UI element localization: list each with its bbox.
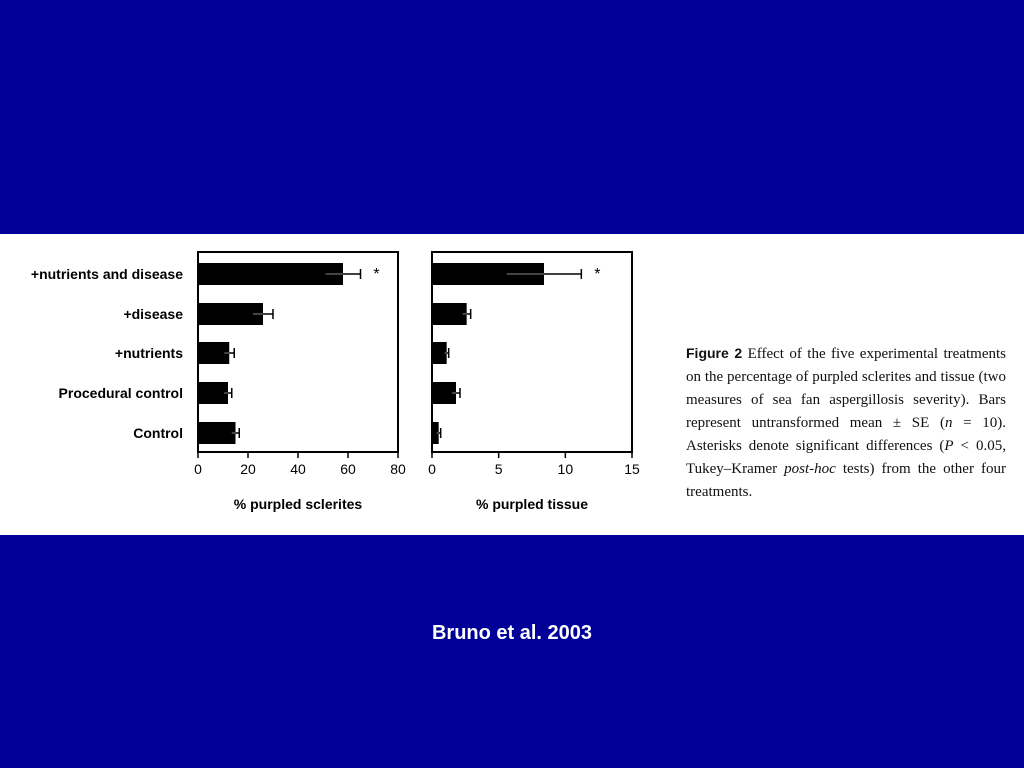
caption-part: = 10). Asterisks denote significant differences ( [686, 415, 1006, 454]
x-axis-title: % purpled tissue [475, 496, 589, 512]
caption-part: < 0.05, Tukey–Kramer [686, 438, 1006, 477]
x-tick-label: 5 [494, 461, 503, 477]
bar [198, 422, 236, 444]
figure-panel [0, 234, 1024, 535]
x-tick-label: 20 [240, 461, 256, 477]
x-tick-label: 80 [390, 461, 406, 477]
x-tick-label: 15 [624, 461, 640, 477]
caption-part: P [944, 438, 954, 454]
category-label: +nutrients and disease [30, 266, 183, 282]
caption-part: post-hoc [784, 461, 836, 477]
x-tick-label: 60 [340, 461, 356, 477]
x-tick-label: 10 [557, 461, 574, 477]
significance-asterisk: * [594, 266, 601, 283]
x-tick-label: 40 [290, 461, 306, 477]
bar-charts [0, 234, 680, 535]
x-tick-label: 0 [428, 461, 436, 477]
x-axis-title: % purpled sclerites [233, 496, 363, 512]
caption-body [686, 346, 1006, 500]
category-label: +disease [123, 306, 183, 322]
caption-part: tests) from the other four treatments. [686, 461, 1006, 500]
category-label: Control [133, 425, 183, 441]
figure-label: Figure 2 [686, 345, 743, 361]
bar [432, 303, 467, 325]
figure-caption [686, 342, 1006, 504]
significance-asterisk: * [373, 266, 380, 283]
x-tick-label: 0 [194, 461, 202, 477]
caption-part: Effect of the five experimental treatments on the percentage of purpled sclerites and tissue (two measures of sea fan aspergillosis severity). Bars represent untransformed mean ± SE ( [686, 346, 1006, 431]
bar [198, 263, 343, 285]
citation: Bruno et al. 2003 [431, 622, 593, 644]
category-label: +nutrients [114, 345, 183, 361]
caption-part: n [944, 415, 953, 431]
category-label: Procedural control [58, 385, 183, 401]
